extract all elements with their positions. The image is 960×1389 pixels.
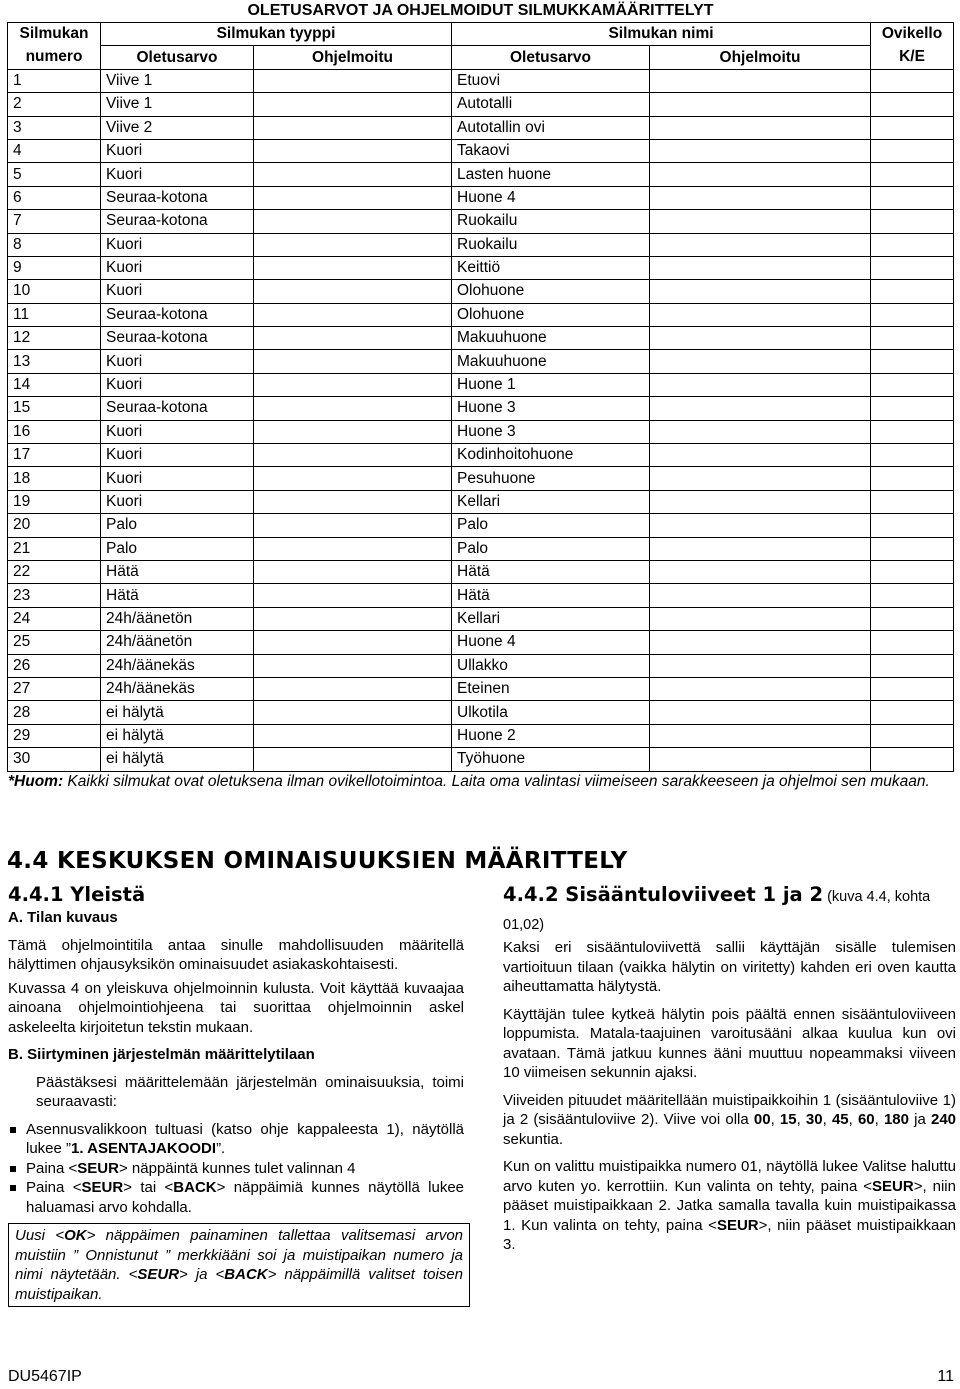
table-row	[8, 373, 954, 396]
programmed-name-cell[interactable]	[650, 677, 871, 700]
default-type-cell: Hätä	[101, 584, 254, 607]
default-name-cell: Palo	[452, 514, 650, 537]
chime-cell[interactable]	[871, 677, 954, 700]
default-type-cell: 24h/äänetön	[101, 631, 254, 654]
programmed-type-cell[interactable]	[254, 514, 452, 537]
default-name-cell: Huone 4	[452, 186, 650, 209]
chime-cell[interactable]	[871, 327, 954, 350]
table-row	[8, 303, 954, 326]
table-row	[8, 93, 954, 116]
programmed-name-cell[interactable]	[650, 69, 871, 92]
programmed-type-cell[interactable]	[254, 280, 452, 303]
default-type-cell: ei hälytä	[101, 748, 254, 771]
zone-number-cell: 19	[8, 490, 101, 513]
programmed-type-cell[interactable]	[254, 69, 452, 92]
programmed-type-cell[interactable]	[254, 397, 452, 420]
default-type-cell: ei hälytä	[101, 701, 254, 724]
default-name-cell: Makuuhuone	[452, 350, 650, 373]
chime-cell[interactable]	[871, 210, 954, 233]
programmed-type-cell[interactable]	[254, 490, 452, 513]
zone-number-cell: 11	[8, 303, 101, 326]
programmed-type-cell[interactable]	[254, 560, 452, 583]
default-type-cell: Kuori	[101, 350, 254, 373]
default-type-cell: Palo	[101, 514, 254, 537]
default-type-cell: Kuori	[101, 373, 254, 396]
chime-cell[interactable]	[871, 444, 954, 467]
table-row	[8, 701, 954, 724]
programmed-type-cell[interactable]	[254, 444, 452, 467]
default-type-cell: Kuori	[101, 163, 254, 186]
heading-entry-delays: 4.4.2 Sisääntuloviiveet 1 ja 2 (kuva 4.4, kohta 01,02)	[503, 883, 931, 933]
default-name-cell: Työhuone	[452, 748, 650, 771]
default-type-cell: Seuraa-kotona	[101, 210, 254, 233]
zone-rows	[8, 69, 954, 771]
steps-list	[8, 1120, 464, 1218]
programmed-type-cell[interactable]	[254, 420, 452, 443]
programmed-name-cell[interactable]	[650, 327, 871, 350]
zone-number-cell: 28	[8, 701, 101, 724]
zone-number-cell: 27	[8, 677, 101, 700]
programmed-type-cell[interactable]	[254, 701, 452, 724]
zone-number-cell: 14	[8, 373, 101, 396]
zone-number-cell: 7	[8, 210, 101, 233]
zone-number-cell: 4	[8, 139, 101, 162]
programmed-type-cell[interactable]	[254, 537, 452, 560]
programmed-name-cell[interactable]	[650, 186, 871, 209]
programmed-type-cell[interactable]	[254, 631, 452, 654]
programmed-name-cell[interactable]	[650, 467, 871, 490]
zone-number-cell: 21	[8, 537, 101, 560]
default-type-cell: Viive 2	[101, 116, 254, 139]
header-zone-number-line1: Silmukan	[8, 23, 101, 46]
zone-number-cell: 25	[8, 631, 101, 654]
label-a-mode-description: A. Tilan kuvaus	[8, 909, 118, 926]
default-name-cell: Kellari	[452, 607, 650, 630]
table-note	[8, 772, 954, 791]
paragraph-disarm-warning: Käyttäjän tulee kytkeä hälytin pois päältä ennen sisääntuloviiveen loppumista. Matala-taajuinen varoitusääni alkaa kuulua kun ovi avataan. Tämä jatkuu kunnes ääni muuttuu nopeammaksi viiveen 10 viimeisen sekunnin ajaksi.	[503, 1005, 956, 1081]
default-type-cell: Kuori	[101, 256, 254, 279]
zone-number-cell: 6	[8, 186, 101, 209]
default-type-cell: Hätä	[101, 560, 254, 583]
header-name-default: Oletusarvo	[452, 46, 650, 69]
programmed-type-cell[interactable]	[254, 467, 452, 490]
default-name-cell: Ulkotila	[452, 701, 650, 724]
paragraph-mode-intro: Tämä ohjelmointitila antaa sinulle mahdollisuuden määritellä hälyttimen ohjausyksikön ominaisuudet asiakaskohtaisesti.	[8, 936, 464, 973]
default-name-cell: Huone 3	[452, 420, 650, 443]
default-type-cell: Kuori	[101, 280, 254, 303]
programmed-type-cell[interactable]	[254, 327, 452, 350]
chime-cell[interactable]	[871, 139, 954, 162]
list-item: Paina <SEUR> tai <BACK> näppäimiä kunnes näytöllä lukee haluamasi arvo kohdalla.	[8, 1178, 464, 1217]
default-name-cell: Ruokailu	[452, 233, 650, 256]
programmed-name-cell[interactable]	[650, 748, 871, 771]
chime-cell[interactable]	[871, 303, 954, 326]
chime-cell[interactable]	[871, 233, 954, 256]
programmed-type-cell[interactable]	[254, 607, 452, 630]
header-zone-number-line2: numero	[8, 46, 101, 69]
programmed-type-cell[interactable]	[254, 116, 452, 139]
default-name-cell: Ullakko	[452, 654, 650, 677]
zone-number-cell: 26	[8, 654, 101, 677]
table-row	[8, 607, 954, 630]
default-type-cell: 24h/äänekäs	[101, 677, 254, 700]
table-row	[8, 467, 954, 490]
default-name-cell: Eteinen	[452, 677, 650, 700]
table-row	[8, 490, 954, 513]
default-name-cell: Kodinhoitohuone	[452, 444, 650, 467]
zone-number-cell: 15	[8, 397, 101, 420]
programmed-name-cell[interactable]	[650, 560, 871, 583]
default-type-cell: Viive 1	[101, 93, 254, 116]
zone-number-cell: 20	[8, 514, 101, 537]
paragraph-figure-overview: Kuvassa 4 on yleiskuva ohjelmoinnin kulusta. Voit käyttää kuvaajaa ainoana ohjelmointiohjeena tai suorittaa ohjelmoinnin askel askeleelta kirjoitetun tekstin mukaan.	[8, 979, 464, 1036]
chime-cell[interactable]	[871, 420, 954, 443]
zone-number-cell: 16	[8, 420, 101, 443]
programmed-name-cell[interactable]	[650, 420, 871, 443]
default-type-cell: Seuraa-kotona	[101, 397, 254, 420]
chime-cell[interactable]	[871, 397, 954, 420]
table-row	[8, 631, 954, 654]
programmed-type-cell[interactable]	[254, 303, 452, 326]
default-name-cell: Huone 4	[452, 631, 650, 654]
table-row	[8, 677, 954, 700]
default-type-cell: 24h/äänekäs	[101, 654, 254, 677]
paragraph-steps-intro: Päästäksesi määrittelemään järjestelmän ominaisuuksia, toimi seuraavasti:	[36, 1073, 464, 1110]
zone-number-cell: 2	[8, 93, 101, 116]
programmed-type-cell[interactable]	[254, 186, 452, 209]
zone-number-cell: 1	[8, 69, 101, 92]
default-type-cell: Kuori	[101, 420, 254, 443]
zone-number-cell: 5	[8, 163, 101, 186]
programmed-name-cell[interactable]	[650, 280, 871, 303]
chime-cell[interactable]	[871, 186, 954, 209]
chime-cell[interactable]	[871, 93, 954, 116]
programmed-type-cell[interactable]	[254, 139, 452, 162]
programmed-type-cell[interactable]	[254, 654, 452, 677]
table-row	[8, 186, 954, 209]
table-row	[8, 654, 954, 677]
chime-cell[interactable]	[871, 537, 954, 560]
list-item: Paina <SEUR> näppäintä kunnes tulet valinnan 4	[8, 1159, 464, 1179]
zone-number-cell: 18	[8, 467, 101, 490]
document-code: DU5467IP	[8, 1368, 82, 1385]
programmed-name-cell[interactable]	[650, 256, 871, 279]
default-type-cell: 24h/äänetön	[101, 607, 254, 630]
programmed-type-cell[interactable]	[254, 584, 452, 607]
header-zone-name: Silmukan nimi	[452, 23, 871, 46]
chime-cell[interactable]	[871, 748, 954, 771]
programmed-name-cell[interactable]	[650, 444, 871, 467]
programmed-name-cell[interactable]	[650, 490, 871, 513]
zone-number-cell: 24	[8, 607, 101, 630]
default-type-cell: Kuori	[101, 139, 254, 162]
programmed-type-cell[interactable]	[254, 163, 452, 186]
section-title: 4.4 KESKUKSEN OMINAISUUKSIEN MÄÄRITTELY	[7, 848, 628, 874]
default-name-cell: Etuovi	[452, 69, 650, 92]
programmed-name-cell[interactable]	[650, 584, 871, 607]
default-type-cell: Viive 1	[101, 69, 254, 92]
table-row	[8, 69, 954, 92]
zone-definitions-table	[7, 0, 954, 772]
table-row	[8, 724, 954, 747]
chime-cell[interactable]	[871, 256, 954, 279]
default-name-cell: Hätä	[452, 560, 650, 583]
chime-cell[interactable]	[871, 654, 954, 677]
table-row	[8, 163, 954, 186]
programmed-type-cell[interactable]	[254, 210, 452, 233]
programmed-name-cell[interactable]	[650, 514, 871, 537]
chime-cell[interactable]	[871, 350, 954, 373]
programmed-name-cell[interactable]	[650, 139, 871, 162]
table-row	[8, 139, 954, 162]
programmed-name-cell[interactable]	[650, 373, 871, 396]
default-name-cell: Makuuhuone	[452, 327, 650, 350]
default-name-cell: Pesuhuone	[452, 467, 650, 490]
default-name-cell: Olohuone	[452, 280, 650, 303]
table-row	[8, 584, 954, 607]
default-type-cell: Seuraa-kotona	[101, 303, 254, 326]
programmed-type-cell[interactable]	[254, 93, 452, 116]
programmed-name-cell[interactable]	[650, 724, 871, 747]
programmed-type-cell[interactable]	[254, 724, 452, 747]
table-row	[8, 560, 954, 583]
header-type-programmed: Ohjelmoitu	[254, 46, 452, 69]
chime-cell[interactable]	[871, 701, 954, 724]
default-type-cell: Seuraa-kotona	[101, 186, 254, 209]
programmed-name-cell[interactable]	[650, 607, 871, 630]
chime-cell[interactable]	[871, 373, 954, 396]
zone-number-cell: 30	[8, 748, 101, 771]
heading-general: 4.4.1 Yleistä	[8, 883, 146, 906]
programmed-type-cell[interactable]	[254, 256, 452, 279]
default-name-cell: Lasten huone	[452, 163, 650, 186]
header-chime-line1: Ovikello	[871, 23, 954, 46]
table-row	[8, 116, 954, 139]
header-type-default: Oletusarvo	[101, 46, 254, 69]
default-type-cell: Kuori	[101, 467, 254, 490]
header-name-programmed: Ohjelmoitu	[650, 46, 871, 69]
default-name-cell: Kellari	[452, 490, 650, 513]
chime-cell[interactable]	[871, 490, 954, 513]
list-item: Asennusvalikkoon tultuasi (katso ohje kappaleesta 1), näytöllä lukee ”1. ASENTAJAKOODI”.	[8, 1120, 464, 1159]
default-type-cell: ei hälytä	[101, 724, 254, 747]
zone-number-cell: 17	[8, 444, 101, 467]
table-row	[8, 444, 954, 467]
default-type-cell: Kuori	[101, 490, 254, 513]
table-title: OLETUSARVOT JA OHJELMOIDUT SILMUKKAMÄÄRITTELYT	[8, 0, 954, 23]
default-type-cell: Kuori	[101, 444, 254, 467]
programmed-type-cell[interactable]	[254, 233, 452, 256]
programmed-name-cell[interactable]	[650, 397, 871, 420]
default-name-cell: Palo	[452, 537, 650, 560]
chime-cell[interactable]	[871, 280, 954, 303]
note-text: Kaikki silmukat ovat oletuksena ilman ovikellotoimintoa. Laita oma valintasi viimeiseen sarakkeeseen ja ohjelmoi sen mukaan.	[63, 773, 930, 790]
default-name-cell: Huone 2	[452, 724, 650, 747]
programmed-type-cell[interactable]	[254, 677, 452, 700]
right-column	[503, 882, 956, 1263]
ok-key-note-box: Uusi <OK> näppäimen painaminen tallettaa valitsemasi arvon muistiin ” Onnistunut ” merkkiääni soi ja muistipaikan numero ja nimi näytetään. <SEUR> ja <BACK> näppäimillä valitset toisen muistipaikan.	[8, 1223, 470, 1307]
programmed-name-cell[interactable]	[650, 93, 871, 116]
paragraph-delay-values: Viiveiden pituudet määritellään muistipaikkoihin 1 (sisääntuloviive 1) ja 2 (sisääntuloviive 2). Viive voi olla 00, 15, 30, 45, 60, 180 ja 240 sekuntia.	[503, 1091, 957, 1148]
table-row	[8, 256, 954, 279]
table-row	[8, 748, 954, 771]
programmed-name-cell[interactable]	[650, 537, 871, 560]
zone-number-cell: 10	[8, 280, 101, 303]
default-name-cell: Huone 1	[452, 373, 650, 396]
programmed-name-cell[interactable]	[650, 654, 871, 677]
zone-number-cell: 23	[8, 584, 101, 607]
zone-number-cell: 3	[8, 116, 101, 139]
table-row	[8, 397, 954, 420]
page-number: 11	[937, 1368, 954, 1385]
chime-cell[interactable]	[871, 724, 954, 747]
default-name-cell: Autotalli	[452, 93, 650, 116]
chime-cell[interactable]	[871, 116, 954, 139]
chime-cell[interactable]	[871, 69, 954, 92]
programmed-name-cell[interactable]	[650, 701, 871, 724]
zone-number-cell: 8	[8, 233, 101, 256]
default-name-cell: Hätä	[452, 584, 650, 607]
header-chime-line2: K/E	[871, 46, 954, 69]
default-type-cell: Kuori	[101, 233, 254, 256]
left-column	[8, 882, 464, 1307]
table-row	[8, 420, 954, 443]
zone-number-cell: 13	[8, 350, 101, 373]
table-row	[8, 327, 954, 350]
chime-cell[interactable]	[871, 514, 954, 537]
chime-cell[interactable]	[871, 560, 954, 583]
note-label: *Huom:	[8, 773, 64, 790]
header-zone-type: Silmukan tyyppi	[101, 23, 452, 46]
zone-number-cell: 22	[8, 560, 101, 583]
programmed-name-cell[interactable]	[650, 163, 871, 186]
table-row	[8, 514, 954, 537]
table-row	[8, 233, 954, 256]
programmed-name-cell[interactable]	[650, 116, 871, 139]
default-name-cell: Autotallin ovi	[452, 116, 650, 139]
programmed-name-cell[interactable]	[650, 350, 871, 373]
chime-cell[interactable]	[871, 607, 954, 630]
programmed-name-cell[interactable]	[650, 303, 871, 326]
paragraph-memory-slot-steps: Kun on valittu muistipaikka numero 01, näytöllä lukee Valitse haluttu arvo kuten yo. kerrottiin. Kun valinta on tehty, paina <SEUR>, niin pääset muistipaikkaan 2. Jatka samalla tavalla kuin muistipaikassa 1. Kun valinta on tehty, paina <SEUR>, niin pääset muistipaikkaan 3.	[503, 1158, 956, 1253]
paragraph-entry-delays-intro: Kaksi eri sisääntuloviivettä sallii käyttäjän sisälle tulemisen vartioituun tilaan (vaikka hälytin on viritetty) kahden eri oven kautta aiheuttamatta hälytystä.	[503, 939, 956, 995]
default-name-cell: Keittiö	[452, 256, 650, 279]
table-row	[8, 280, 954, 303]
default-name-cell: Olohuone	[452, 303, 650, 326]
table-row	[8, 210, 954, 233]
default-name-cell: Takaovi	[452, 139, 650, 162]
programmed-type-cell[interactable]	[254, 373, 452, 396]
programmed-name-cell[interactable]	[650, 210, 871, 233]
default-name-cell: Ruokailu	[452, 210, 650, 233]
chime-cell[interactable]	[871, 584, 954, 607]
programmed-type-cell[interactable]	[254, 350, 452, 373]
default-name-cell: Huone 3	[452, 397, 650, 420]
chime-cell[interactable]	[871, 631, 954, 654]
programmed-name-cell[interactable]	[650, 233, 871, 256]
zone-number-cell: 29	[8, 724, 101, 747]
table-row	[8, 350, 954, 373]
chime-cell[interactable]	[871, 467, 954, 490]
table-row	[8, 537, 954, 560]
default-type-cell: Palo	[101, 537, 254, 560]
programmed-type-cell[interactable]	[254, 748, 452, 771]
zone-number-cell: 12	[8, 327, 101, 350]
programmed-name-cell[interactable]	[650, 631, 871, 654]
zone-number-cell: 9	[8, 256, 101, 279]
chime-cell[interactable]	[871, 163, 954, 186]
label-b-entering-mode: B. Siirtyminen järjestelmän määrittelytilaan	[8, 1046, 315, 1063]
default-type-cell: Seuraa-kotona	[101, 327, 254, 350]
